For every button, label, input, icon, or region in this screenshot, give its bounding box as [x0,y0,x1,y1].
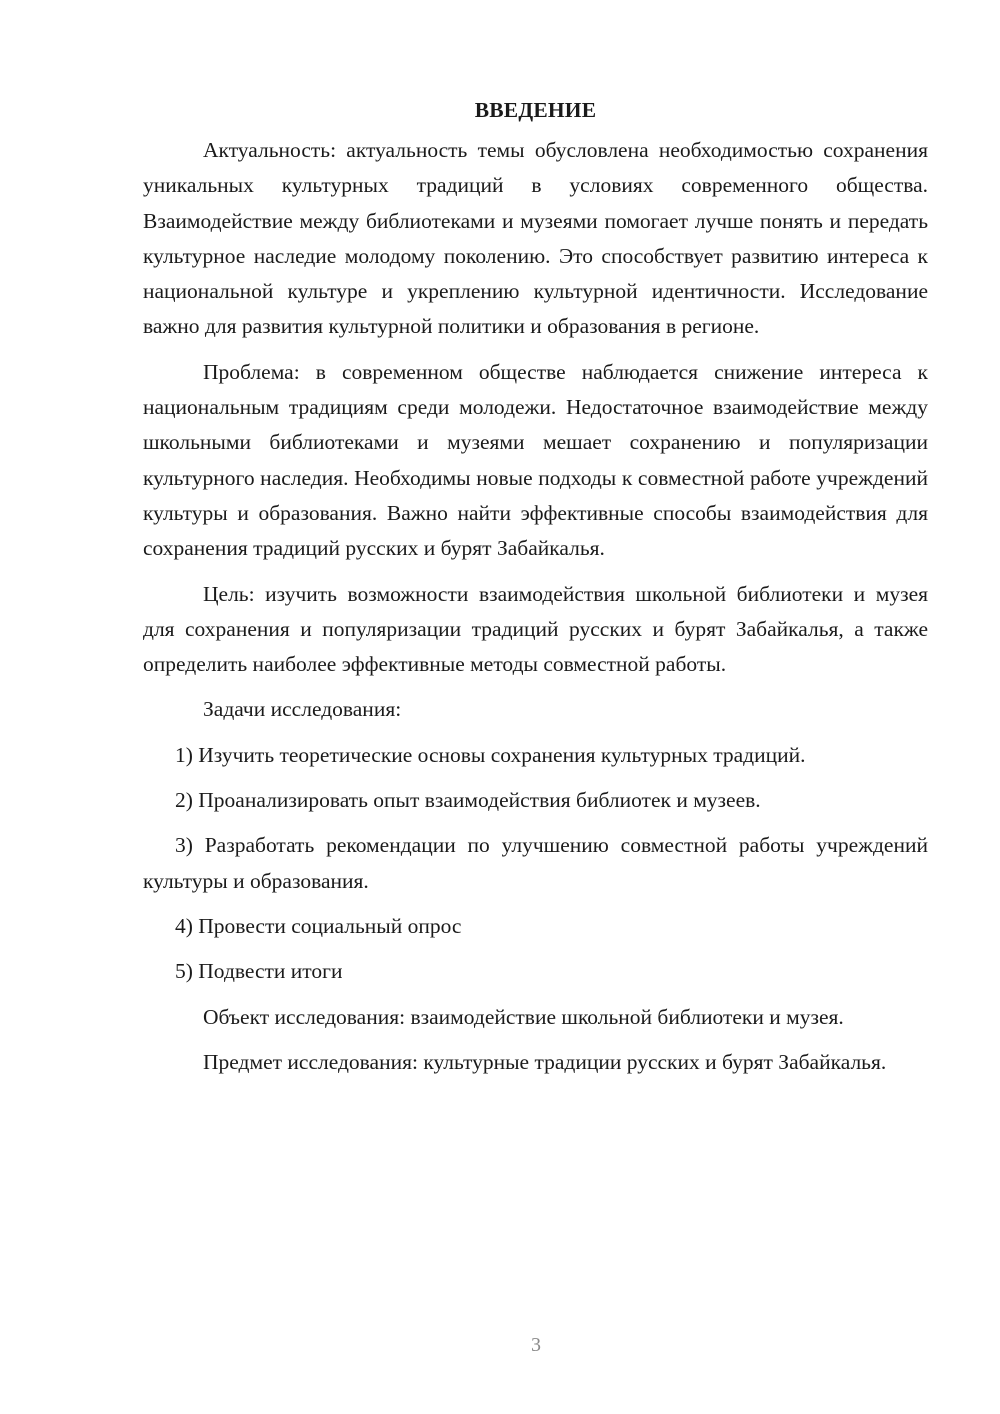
task-item-2: 2) Проанализировать опыт взаимодействия библиотек и музеев. [175,788,761,813]
page-number: 3 [531,1334,541,1356]
task-item-4: 4) Провести социальный опрос [175,913,462,938]
paragraph-goal: Цель: изучить возможности взаимодействия школьной библиотеки и музея для сохранения и популяризации традиций русских и бурят Забайкалья, а также определить наиболее эффективные методы совместной работы. [143,581,928,677]
task-item-5: 5) Подвести итоги [175,959,343,984]
task-item-3: 3) Разработать рекомендации по улучшению совместной работы учреждений культуры и образования. [143,833,928,893]
task-item-1: 1) Изучить теоретические основы сохранения культурных традиций. [175,742,806,767]
paragraph-problem: Проблема: в современном обществе наблюдается снижение интереса к национальным традициям среди молодежи. Недостаточное взаимодействие между школьными библиотеками и музеями мешает сохранению и популяризации культурного наследия. Необходимы новые подходы к совместной работе учреждений культуры и образования. Важно найти эффективные способы взаимодействия для сохранения традиций русских и бурят Забайкалья. [143,359,928,561]
paragraph-object: Объект исследования: взаимодействие школьной библиотеки и музея. [203,1004,844,1029]
document-page [143,92,928,1090]
paragraph-relevance: Актуальность: актуальность темы обусловлена необходимостью сохранения уникальных культурных традиций в условиях современного общества. Взаимодействие между библиотеками и музеями помогает лучше понять и передать культурное наследие молодому поколению. Это способствует развитию интереса к национальной культуре и укреплению культурной идентичности. Исследование важно для развития культурной политики и образования в регионе. [143,138,928,339]
section-title: ВВЕДЕНИЕ [474,98,597,122]
paragraph-subject: Предмет исследования: культурные традиции русских и бурят Забайкалья. [203,1049,887,1074]
tasks-heading: Задачи исследования: [203,697,402,722]
